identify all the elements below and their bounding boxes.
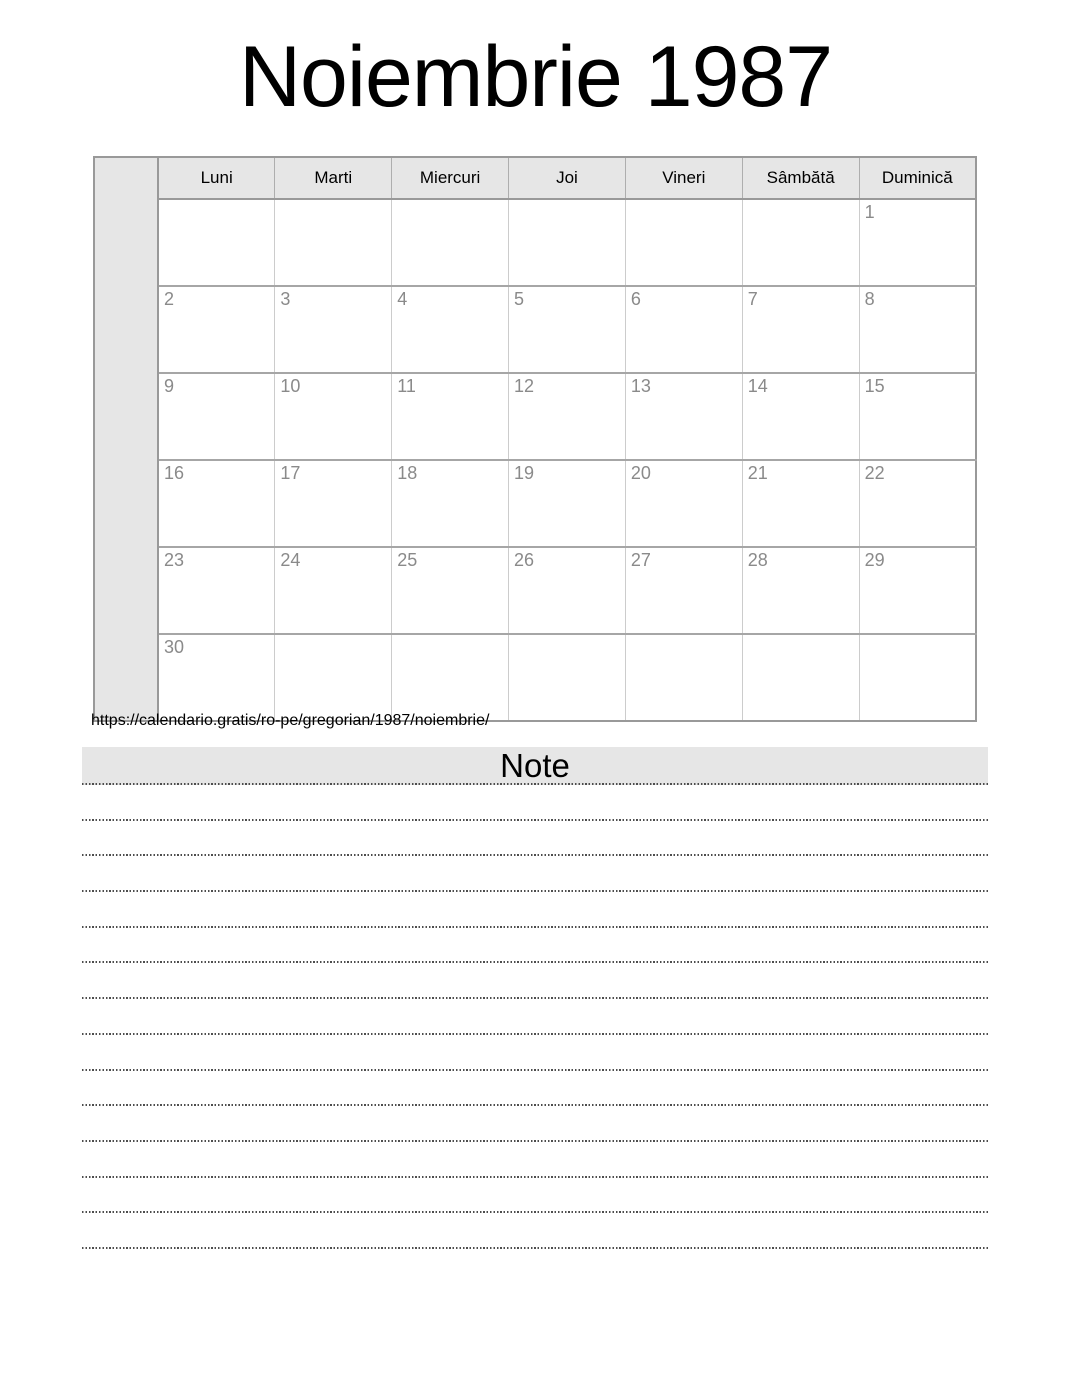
week-row: [94, 286, 976, 373]
calendar-day-cell: 22: [859, 460, 976, 547]
day-header-duminica: Duminică: [859, 157, 976, 199]
calendar-day-cell: [275, 199, 392, 286]
calendar-day-cell: 6: [625, 286, 742, 373]
day-header-vineri: Vineri: [625, 157, 742, 199]
calendar-day-cell: 8: [859, 286, 976, 373]
week-row: [94, 547, 976, 634]
note-line: [82, 1142, 988, 1178]
calendar-day-cell: 4: [392, 286, 509, 373]
calendar-day-cell: 18: [392, 460, 509, 547]
calendar-day-cell: [859, 634, 976, 721]
calendar-day-cell: [158, 199, 275, 286]
note-line: [82, 928, 988, 964]
calendar-day-cell: 9: [158, 373, 275, 460]
day-header-joi: Joi: [509, 157, 626, 199]
calendar-day-cell: 7: [742, 286, 859, 373]
calendar-day-cell: 20: [625, 460, 742, 547]
calendar-table: [93, 156, 977, 722]
note-line: [82, 1035, 988, 1071]
week-row: [94, 460, 976, 547]
calendar-day-cell: 16: [158, 460, 275, 547]
calendar-day-cell: [509, 199, 626, 286]
week-row: [94, 373, 976, 460]
calendar-day-cell: 25: [392, 547, 509, 634]
calendar-day-cell: 2: [158, 286, 275, 373]
calendar-day-cell: [742, 634, 859, 721]
calendar-day-cell: 27: [625, 547, 742, 634]
calendar-day-cell: [625, 199, 742, 286]
calendar-day-cell: 26: [509, 547, 626, 634]
note-line: [82, 1106, 988, 1142]
note-line: [82, 785, 988, 821]
source-url: https://calendario.gratis/ro-pe/gregorian/1987/noiembrie/: [91, 712, 490, 729]
calendar-day-cell: 19: [509, 460, 626, 547]
calendar-day-cell: [392, 199, 509, 286]
notes-header: Note: [82, 747, 988, 785]
note-line: [82, 892, 988, 928]
week-row: [94, 634, 976, 721]
calendar-day-cell: 5: [509, 286, 626, 373]
calendar-day-cell: 29: [859, 547, 976, 634]
calendar-day-cell: 15: [859, 373, 976, 460]
calendar-day-cell: 23: [158, 547, 275, 634]
calendar-day-cell: 24: [275, 547, 392, 634]
calendar-day-cell: 28: [742, 547, 859, 634]
calendar-day-cell: 12: [509, 373, 626, 460]
calendar-day-cell: [742, 199, 859, 286]
calendar-day-cell: [392, 634, 509, 721]
notes-section: [82, 747, 988, 1249]
calendar-day-cell: 10: [275, 373, 392, 460]
note-line: [82, 856, 988, 892]
calendar-day-cell: 17: [275, 460, 392, 547]
calendar-day-cell: 3: [275, 286, 392, 373]
calendar-day-cell: 30: [158, 634, 275, 721]
calendar-day-cell: 14: [742, 373, 859, 460]
calendar-day-cell: [275, 634, 392, 721]
day-header-row: [94, 157, 976, 199]
page-title: Noiembrie 1987: [238, 29, 833, 125]
day-header-luni: Luni: [158, 157, 275, 199]
note-line: [82, 821, 988, 857]
calendar-left-gutter: [94, 157, 158, 721]
note-line: [82, 999, 988, 1035]
calendar-day-cell: [625, 634, 742, 721]
day-header-miercuri: Miercuri: [392, 157, 509, 199]
day-header-marti: Marti: [275, 157, 392, 199]
week-row: [94, 199, 976, 286]
day-header-sambata: Sâmbătă: [742, 157, 859, 199]
note-line: [82, 1178, 988, 1214]
note-line: [82, 963, 988, 999]
calendar-day-cell: 1: [859, 199, 976, 286]
note-line: [82, 1213, 988, 1249]
calendar-day-cell: 11: [392, 373, 509, 460]
calendar-day-cell: 21: [742, 460, 859, 547]
note-line: [82, 1071, 988, 1107]
calendar-day-cell: [509, 634, 626, 721]
calendar-day-cell: 13: [625, 373, 742, 460]
